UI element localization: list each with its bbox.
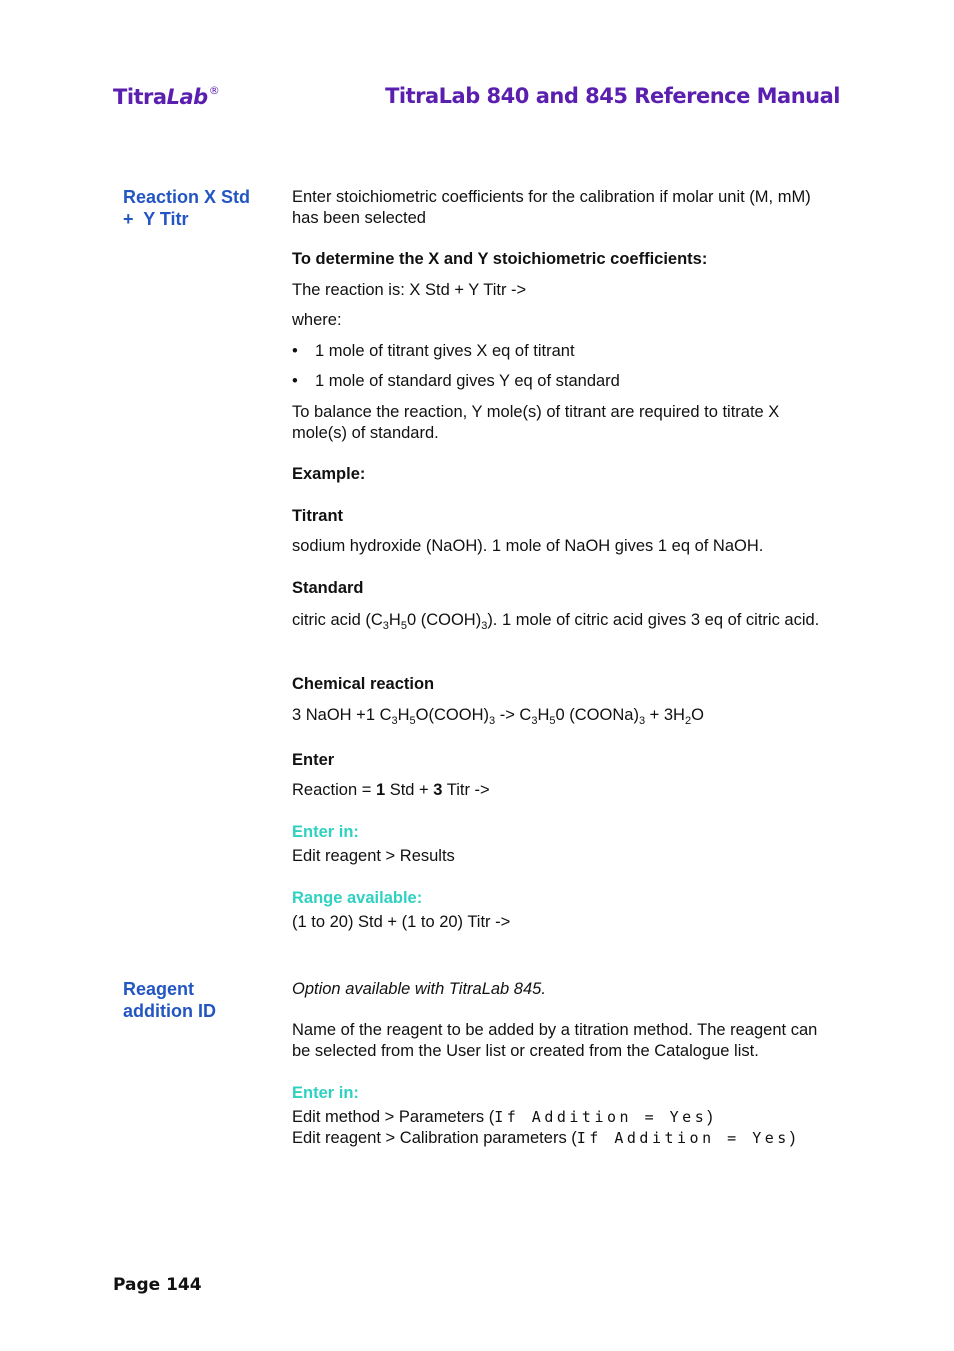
enter-heading: Enter [292, 751, 335, 769]
enter-in-label: Enter in: [292, 1084, 359, 1102]
enter-in-value: Edit reagent > Results [292, 847, 455, 865]
section-label-line1: Reaction X Std [123, 187, 251, 207]
code-text: If Addition = Yes [494, 1108, 708, 1126]
section-label-reaction [123, 186, 273, 230]
bullet-mark: • [292, 372, 298, 390]
section-label-line1: Reagent [123, 979, 195, 999]
section-label-reagent [123, 978, 273, 1022]
bullet-text: 1 mole of standard gives Y eq of standard [315, 372, 620, 390]
list-item [292, 341, 575, 362]
enter-in-line-method: Edit method > Parameters (If Addition = Yes) [292, 1108, 713, 1126]
list-item [292, 371, 620, 392]
enter-in-label: Enter in: [292, 823, 359, 841]
titrant-heading: Titrant [292, 507, 344, 525]
determine-heading: To determine the X and Y stoichiometric coefficients: [292, 250, 708, 268]
chemical-equation: 3 NaOH +1 $C_3H_5O(COOH)_3 -> C_3H_50$ $(COONa)_3 + 3H_2O$ [292, 706, 704, 727]
titrant-text: sodium hydroxide (NaOH). 1 mole of NaOH gives 1 eq of NaOH. [292, 537, 764, 555]
bullet-text: 1 mole of titrant gives X eq of titrant [315, 342, 575, 360]
description-paragraph: Name of the reagent to be added by a titration method. The reagent can be selected from the User list or created from the Catalogue list. [292, 1021, 818, 1060]
bullet-mark: • [292, 342, 298, 360]
brand-logo [113, 84, 219, 109]
enter-in-line-reagent: Edit reagent > Calibration parameters (If Addition = Yes) [292, 1129, 796, 1147]
range-label: Range available: [292, 889, 423, 907]
brand-prefix: Titra [113, 85, 167, 109]
option-note: Option available with TitraLab 845. [292, 980, 546, 998]
section-label-line2: + Y Titr [123, 209, 189, 229]
where-text: where: [292, 311, 342, 329]
example-heading: Example: [292, 465, 366, 483]
standard-text: citric acid ($C_3H_50$ $(COOH)_3$). 1 mole of citric acid gives 3 eq of citric acid. [292, 611, 820, 632]
intro-paragraph: Enter stoichiometric coefficients for the calibration if molar unit (M, mM) has been selected [292, 188, 811, 227]
page-number: Page 144 [113, 1275, 202, 1295]
enter-text: Reaction = 1 Std + 3 Titr -> [292, 781, 490, 799]
brand-italic: Lab [166, 85, 208, 109]
range-value: (1 to 20) Std + (1 to 20) Titr -> [292, 913, 511, 931]
manual-title: TitraLab 840 and 845 Reference Manual [385, 84, 840, 108]
registered-mark: ® [208, 84, 220, 97]
chemical-reaction-heading: Chemical reaction [292, 675, 435, 693]
code-text: If Addition = Yes [576, 1129, 790, 1147]
reaction-is-text: The reaction is: X Std + Y Titr -> [292, 281, 527, 299]
standard-heading: Standard [292, 579, 364, 597]
section-label-line2: addition ID [123, 1001, 216, 1021]
balance-paragraph: To balance the reaction, Y mole(s) of titrant are required to titrate X mole(s) of standard. [292, 403, 780, 442]
